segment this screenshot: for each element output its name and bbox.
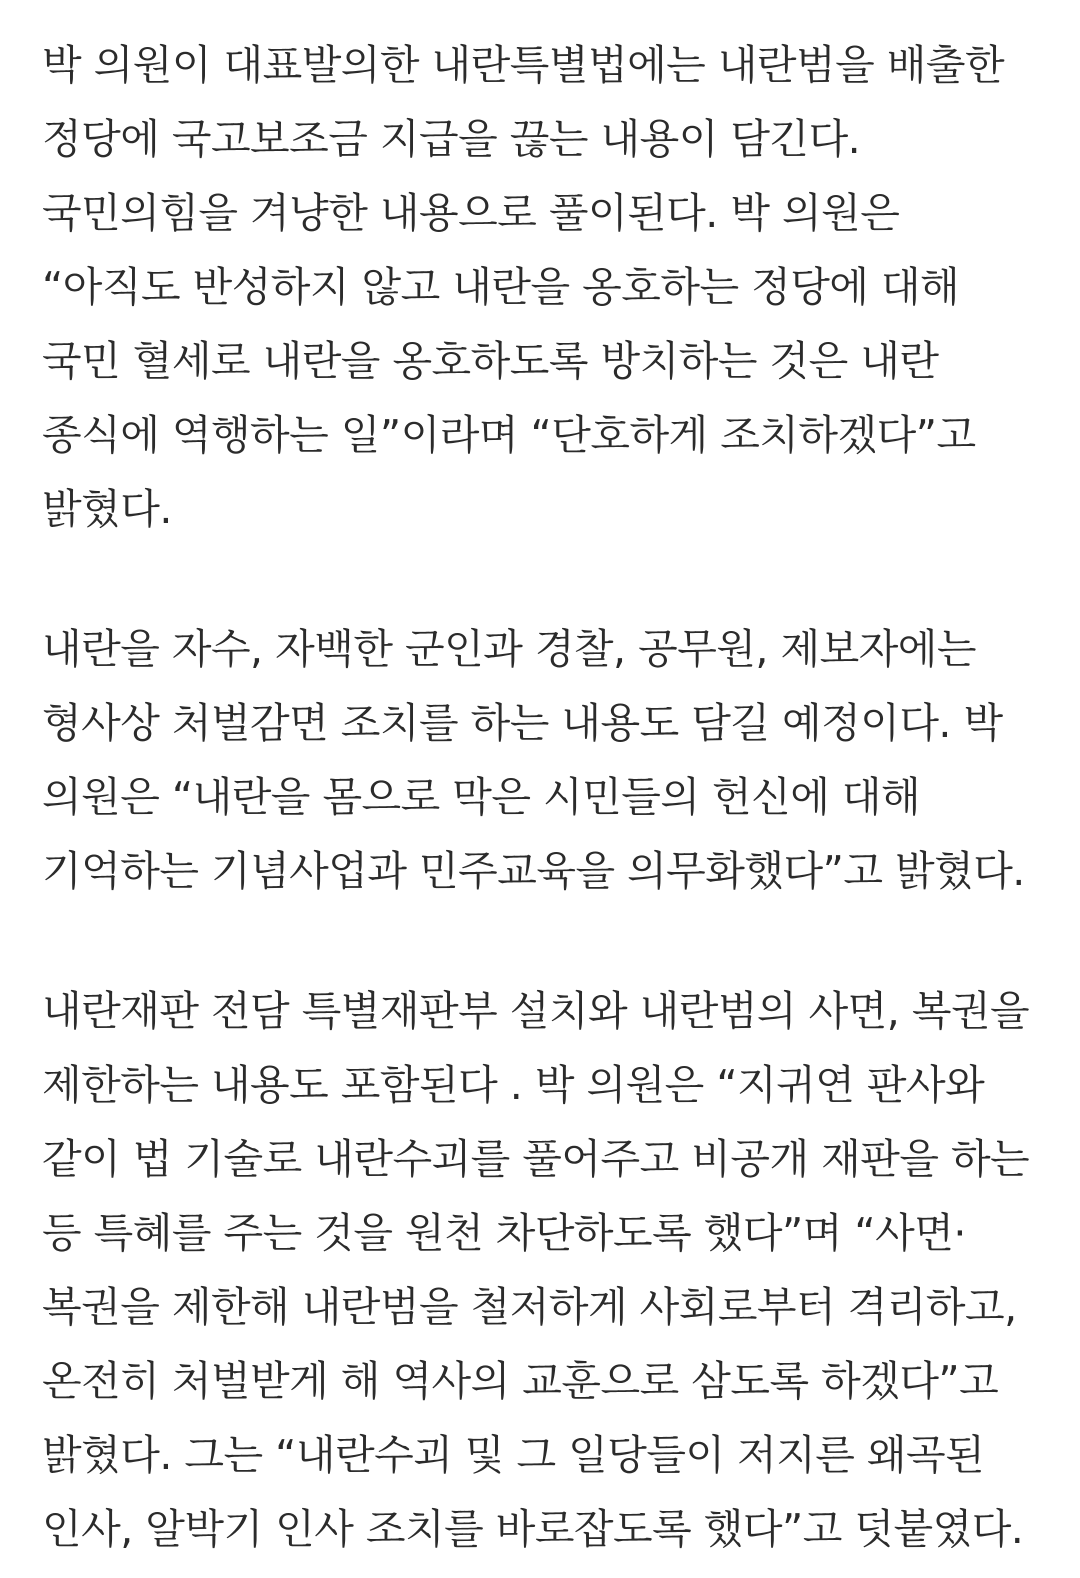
article-body — [42, 28, 1042, 1566]
paragraph-1: 박 의원이 대표발의한 내란특별법에는 내란범을 배출한 정당에 국고보조금 지급을 끊는 내용이 담긴다. 국민의힘을 겨냥한 내용으로 풀이된다. 박 의원은 “아직도 반성하지 않고 내란을 옹호하는 정당에 대해 국민 혈세로 내란을 옹호하도록 방치하는 것은 내란 종식에 역행하는 일”이라며 “단호하게 조치하겠다”고 밝혔다. — [42, 41, 1005, 533]
paragraph-3: 내란재판 전담 특별재판부 설치와 내란범의 사면, 복권을 제한하는 내용도 포함된다 . 박 의원은 “지귀연 판사와 같이 법 기술로 내란수괴를 풀어주고 비공개 재판을 하는 등 특혜를 주는 것을 원천 차단하도록 했다”며 “사면·복권을 제한해 내란범을 철저하게 사회로부터 격리하고, 온전히 처벌받게 해 역사의 교훈으로 삼도록 하겠다”고 밝혔다. 그는 “내란수괴 및 그 일당들이 저지른 왜곡된 인사, 알박기 인사 조치를 바로잡도록 했다”고 덧붙였다. — [42, 987, 1030, 1553]
paragraph-2: 내란을 자수, 자백한 군인과 경찰, 공무원, 제보자에는 형사상 처벌감면 조치를 하는 내용도 담길 예정이다. 박 의원은 “내란을 몸으로 막은 시민들의 헌신에 대해 기억하는 기념사업과 민주교육을 의무화했다”고 밝혔다. — [42, 625, 1025, 895]
